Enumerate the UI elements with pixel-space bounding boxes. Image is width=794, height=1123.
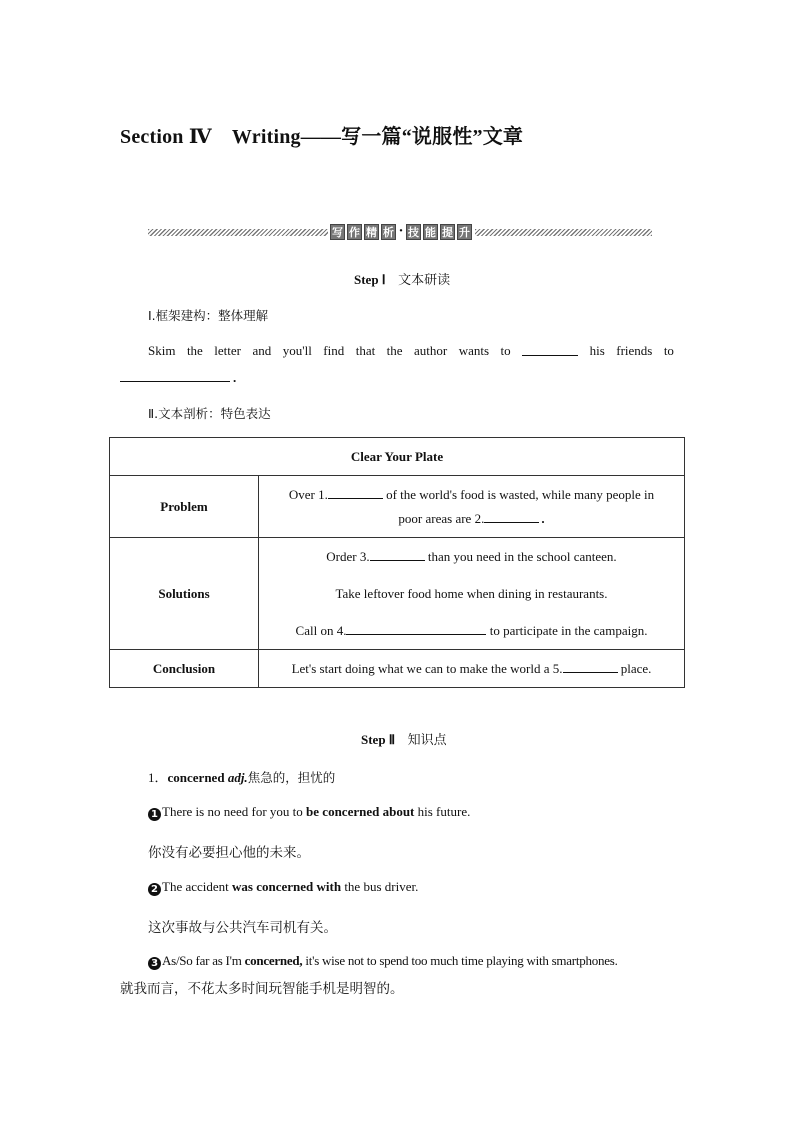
problem-cell bbox=[259, 476, 685, 538]
step-1-text: 文本研读 bbox=[398, 273, 451, 288]
skim-sentence bbox=[148, 343, 674, 359]
cell-text: poor areas are 2. bbox=[398, 510, 485, 526]
cell-text: Call on 4. bbox=[295, 623, 347, 638]
skim-word: Skim bbox=[148, 343, 176, 358]
example-3-translation: 就我而言，不花太多时间玩智能手机是明智的。 bbox=[120, 981, 404, 997]
circled-number-icon: 1 bbox=[148, 808, 161, 821]
clear-your-plate-table bbox=[109, 437, 685, 688]
sentence-end: . bbox=[233, 370, 237, 385]
skim-word: author bbox=[414, 343, 448, 358]
answer-blank[interactable] bbox=[563, 660, 618, 673]
cell-text: place. bbox=[617, 661, 652, 676]
skim-word: that bbox=[355, 343, 376, 358]
example-text: As/So far as I'm bbox=[162, 953, 245, 968]
section-banner bbox=[148, 224, 652, 242]
example-2-translation: 这次事故与公共汽车司机有关。 bbox=[148, 920, 337, 936]
solutions-label: Solutions bbox=[110, 538, 259, 650]
vocab-point-1 bbox=[148, 767, 335, 786]
example-text: There is no need for you to bbox=[162, 804, 307, 819]
page-title: Section Ⅳ Writing——写一篇“说服性”文章 bbox=[120, 126, 524, 148]
vocab-word: concerned bbox=[167, 770, 225, 785]
banner-chip: 技 bbox=[408, 226, 419, 239]
example-1-translation: 你没有必要担心他的未来。 bbox=[148, 845, 310, 861]
cell-text: of the world's food is wasted, while many people in bbox=[382, 486, 655, 502]
analysis-heading: Ⅱ.文本剖析：特色表达 bbox=[148, 406, 271, 421]
conclusion-label: Conclusion bbox=[110, 650, 259, 688]
skim-word: find bbox=[323, 343, 345, 358]
cell-text: to participate in the campaign. bbox=[486, 623, 648, 638]
answer-blank[interactable] bbox=[522, 343, 578, 356]
cell-text: Take leftover food home when dining in restaurants. bbox=[335, 586, 608, 601]
point-number: 1． bbox=[148, 770, 168, 785]
cell-text: Let's start doing what we can to make the world a 5. bbox=[291, 661, 563, 676]
skim-word: friends bbox=[616, 343, 653, 358]
example-text: The accident bbox=[162, 879, 233, 894]
skim-word: and bbox=[252, 343, 272, 358]
example-text: the bus driver. bbox=[341, 879, 419, 894]
problem-label: Problem bbox=[110, 476, 259, 538]
example-1 bbox=[148, 804, 470, 821]
skim-word: to bbox=[663, 343, 674, 358]
answer-blank[interactable] bbox=[484, 510, 539, 523]
answer-blank[interactable] bbox=[346, 622, 486, 635]
banner-chip: 能 bbox=[425, 226, 436, 239]
example-text: his future. bbox=[414, 804, 471, 819]
skim-word: the bbox=[186, 343, 203, 358]
step-1-heading bbox=[354, 269, 450, 288]
banner-chip: 析 bbox=[383, 226, 394, 239]
skim-word: wants bbox=[458, 343, 490, 358]
part-of-speech: adj. bbox=[227, 770, 248, 785]
cell-text: Order 3. bbox=[326, 549, 370, 564]
answer-blank[interactable] bbox=[370, 548, 425, 561]
skim-word: to bbox=[500, 343, 511, 358]
banner-hatch-right bbox=[475, 229, 652, 236]
example-phrase: concerned, bbox=[244, 953, 303, 968]
answer-blank[interactable] bbox=[328, 486, 383, 499]
solutions-cell bbox=[259, 538, 685, 650]
skim-sentence-line2 bbox=[120, 369, 236, 386]
banner-dot: · bbox=[398, 224, 404, 239]
example-3 bbox=[148, 953, 618, 970]
skim-word: letter bbox=[214, 343, 242, 358]
skim-word: his bbox=[589, 343, 605, 358]
table-header: Clear Your Plate bbox=[110, 438, 685, 476]
example-phrase: was concerned with bbox=[232, 879, 342, 894]
framework-heading: Ⅰ.框架建构：整体理解 bbox=[148, 308, 269, 323]
banner-chip: 升 bbox=[459, 226, 470, 239]
banner-chip: 写 bbox=[332, 226, 343, 239]
banner-hatch-left bbox=[148, 229, 328, 236]
step-2-heading bbox=[361, 729, 447, 748]
step-2-label: Step Ⅱ bbox=[361, 732, 396, 747]
conclusion-cell bbox=[259, 650, 685, 688]
banner-chip: 作 bbox=[349, 226, 360, 239]
banner-chip: 精 bbox=[366, 226, 377, 239]
example-2 bbox=[148, 879, 418, 896]
circled-number-icon: 2 bbox=[148, 883, 161, 896]
circled-number-icon: 3 bbox=[148, 957, 161, 970]
cell-text: Over 1. bbox=[288, 486, 328, 502]
vocab-meaning: 焦急的，担忧的 bbox=[247, 770, 336, 785]
skim-word: you'll bbox=[282, 343, 312, 358]
example-text: it's wise not to spend too much time playing with smartphones. bbox=[302, 953, 618, 968]
answer-blank[interactable] bbox=[120, 369, 230, 382]
skim-word: the bbox=[386, 343, 403, 358]
cell-text: . bbox=[541, 510, 545, 526]
cell-text: than you need in the school canteen. bbox=[424, 549, 617, 564]
step-1-label: Step Ⅰ bbox=[354, 272, 386, 287]
example-phrase: be concerned about bbox=[306, 804, 415, 819]
step-2-text: 知识点 bbox=[407, 733, 447, 748]
banner-chip: 提 bbox=[442, 226, 453, 239]
